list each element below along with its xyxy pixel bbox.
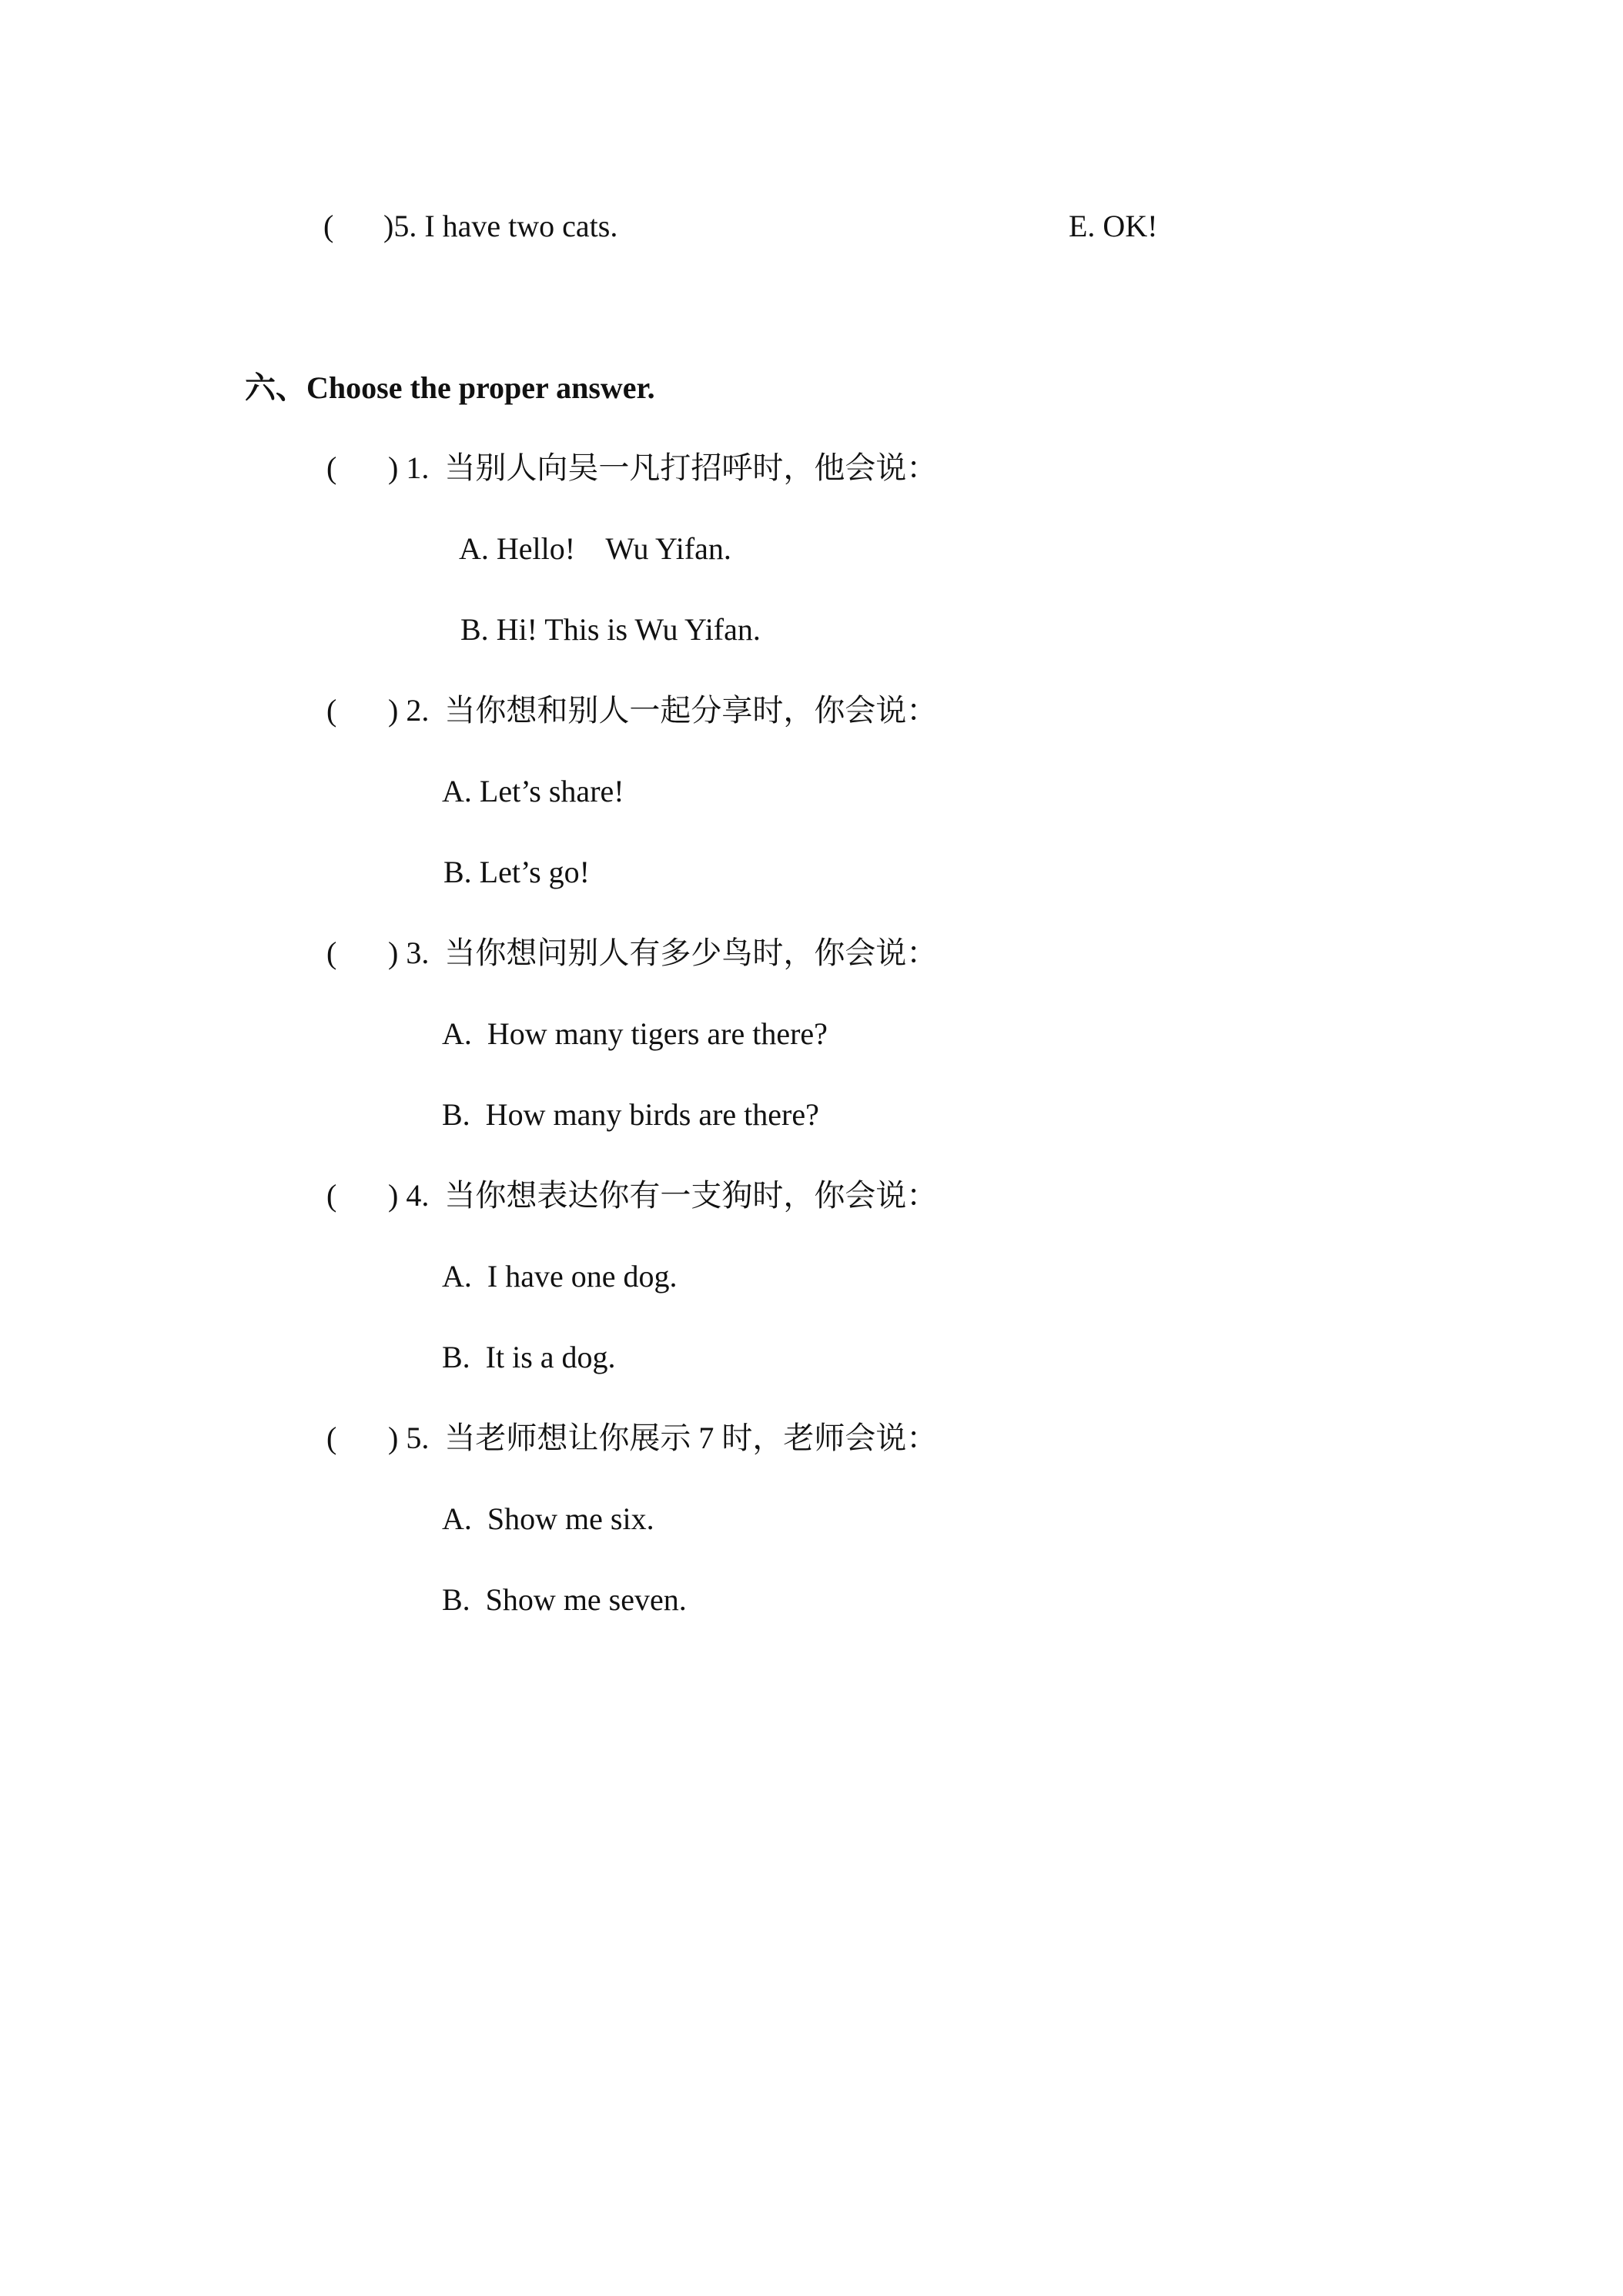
question-prompt-2: ) 2. 当你想和别人一起分享时，你会说： — [388, 693, 938, 728]
match-question-5: )5. I have two cats. — [383, 209, 618, 243]
question-prompt-5: ) 5. 当老师想让你展示 7 时，老师会说： — [388, 1421, 938, 1455]
question-1-option-b: B. Hi! This is Wu Yifan. — [460, 612, 761, 647]
question-4-option-a: A. I have one dog. — [442, 1259, 678, 1294]
answer-paren: ( — [326, 693, 337, 728]
question-prompt-3: ) 3. 当你想问别人有多少鸟时，你会说： — [388, 935, 938, 970]
answer-paren: ( — [326, 935, 337, 970]
question-5-option-a: A. Show me six. — [442, 1501, 654, 1536]
question-5-option-b: B. Show me seven. — [442, 1582, 687, 1617]
question-1-option-a: A. Hello! Wu Yifan. — [459, 531, 731, 566]
section-title: 六、Choose the proper answer. — [245, 370, 655, 405]
match-answer-e: E. OK! — [1069, 209, 1158, 243]
answer-paren: ( — [323, 209, 334, 243]
question-4-option-b: B. It is a dog. — [442, 1340, 616, 1374]
question-2-option-b: B. Let’s go! — [443, 855, 590, 889]
question-3-option-b: B. How many birds are there? — [442, 1097, 819, 1132]
answer-paren: ( — [326, 1421, 337, 1455]
answer-paren: ( — [326, 450, 337, 485]
question-prompt-1: ) 1. 当别人向吴一凡打招呼时，他会说： — [388, 450, 938, 485]
question-3-option-a: A. How many tigers are there? — [442, 1016, 828, 1051]
question-prompt-4: ) 4. 当你想表达你有一支狗时，你会说： — [388, 1178, 938, 1213]
answer-paren: ( — [326, 1178, 337, 1213]
question-2-option-a: A. Let’s share! — [442, 774, 624, 808]
